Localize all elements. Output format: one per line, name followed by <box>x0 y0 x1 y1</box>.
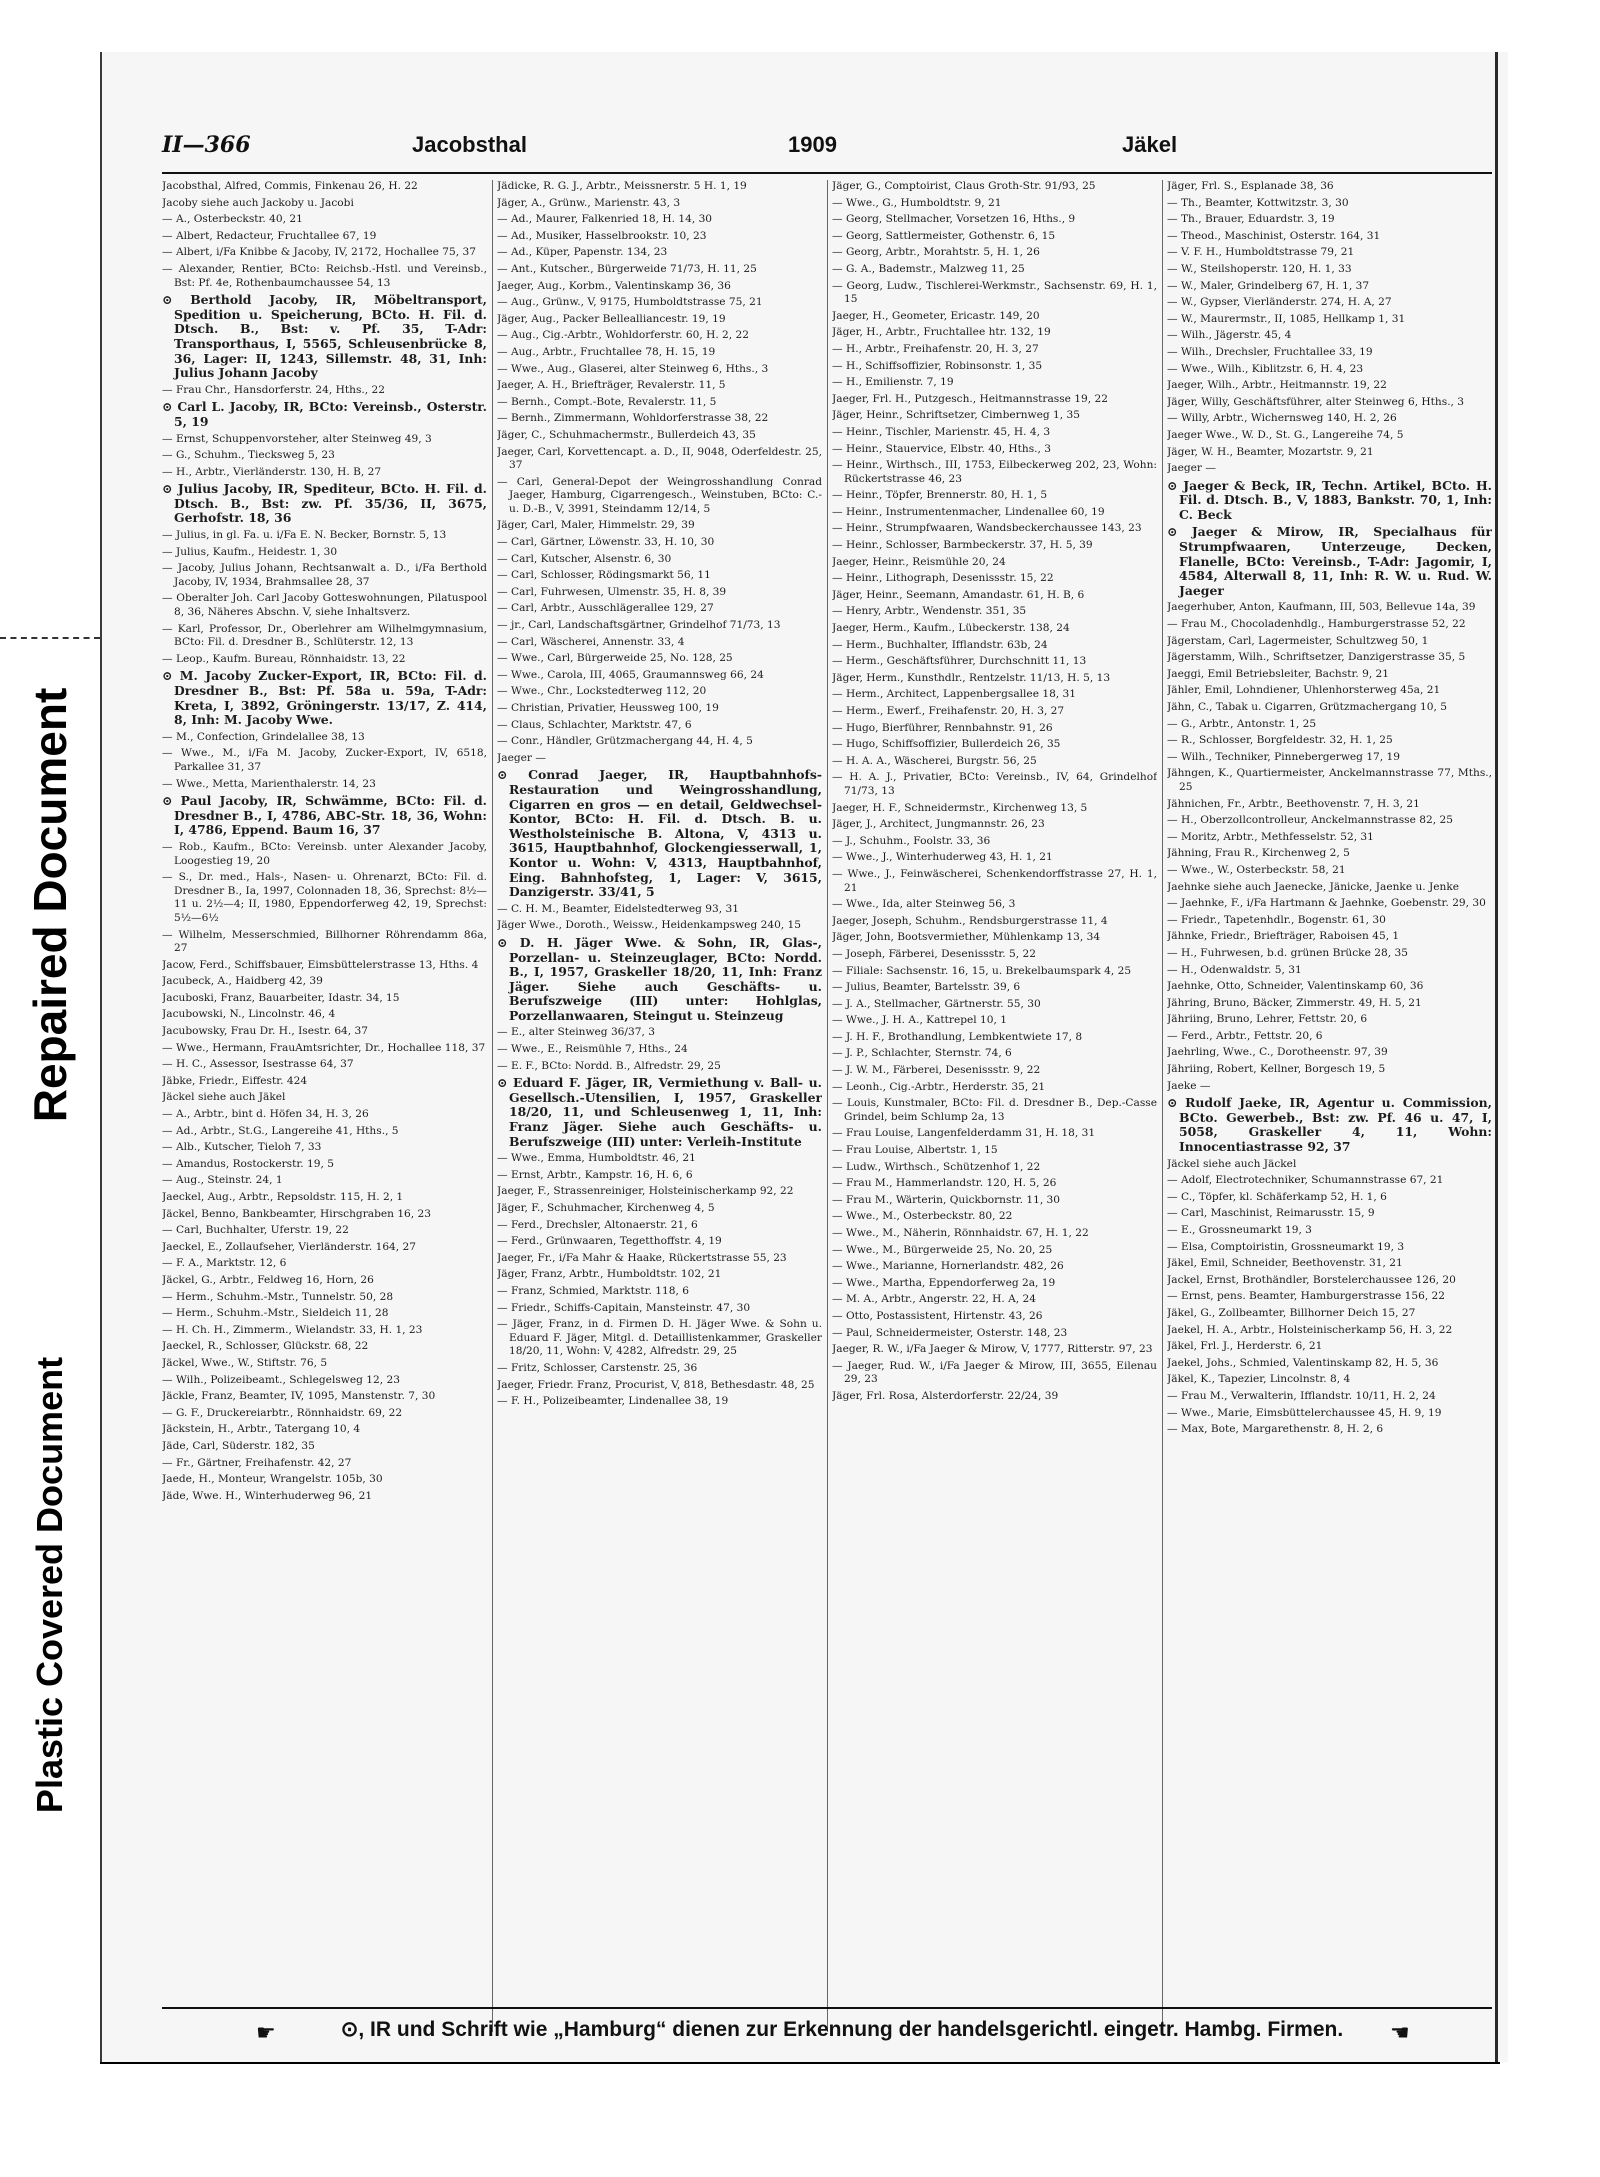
directory-entry: Jaeger, Fr., i/Fa Mahr & Haake, Rückertstrasse 55, 23 <box>497 1251 787 1264</box>
directory-entry: — Frau Louise, Langenfelderdamm 31, H. 18, 31 <box>832 1127 1096 1140</box>
directory-entry: ⊙ Berthold Jacoby, IR, Möbeltransport, Spedition u. Speicherung, BCto. H. Fil. d. Dtsch. B., Bst: v. Pf. 35, T-Adr: Transporthaus, I, 5565, Schleusenbrücke 8, 36, Lager: II, 1243, Sillemstr. 48, 31, Inh: Julius Johann Jacoby <box>162 292 487 381</box>
directory-entry: — J. H. F., Brothandlung, Lembkentwiete 17, 8 <box>832 1030 1083 1043</box>
column-divider <box>492 180 493 2032</box>
directory-entry: — M. A., Arbtr., Angerstr. 22, H. A, 24 <box>832 1293 1037 1306</box>
directory-entry: — G., Schuhm., Tiecksweg 5, 23 <box>162 449 335 462</box>
directory-entry: Jaeger Wwe., W. D., St. G., Langereihe 74, 5 <box>1167 428 1404 441</box>
header-left-word: Jacobsthal <box>412 132 527 157</box>
directory-entry: Jäckel siehe auch Jäkel <box>162 1091 286 1104</box>
directory-entry: — Heinr., Instrumentenmacher, Lindenallee 60, 19 <box>832 505 1105 518</box>
directory-entry: — Carl, Arbtr., Ausschlägerallee 129, 27 <box>497 602 714 615</box>
directory-entry: — Heinr., Wirthsch., III, 1753, Eilbeckerweg 202, 23, Wohn: Rückertstrasse 46, 23 <box>832 459 1157 485</box>
directory-entry: — Christian, Privatier, Heussweg 100, 19 <box>497 702 719 714</box>
directory-entry: — Wwe., Metta, Marienthalerstr. 14, 23 <box>162 777 376 790</box>
directory-entry: Jähnichen, Fr., Arbtr., Beethovenstr. 7, H. 3, 21 <box>1167 797 1420 810</box>
directory-entry: — Herm., Schuhm.-Mstr., Tunnelstr. 50, 28 <box>162 1290 394 1303</box>
directory-entry: — Henry, Arbtr., Wendenstr. 351, 35 <box>832 605 1027 618</box>
directory-entry: Jäkel, G., Zollbeamter, Billhorner Deich 15, 27 <box>1167 1306 1416 1319</box>
directory-entry: — Wwe., Ida, alter Steinweg 56, 3 <box>832 898 1016 911</box>
directory-entry: — Th., Beamter, Kottwitzstr. 3, 30 <box>1167 196 1349 209</box>
directory-entry: ⊙ Jaeger & Mirow, IR, Specialhaus für Strumpfwaaren, Unterzeuge, Decken, Flanelle, BCto: Vereinsb., T-Adr: Jagomir, I, 4584, Alterwall 8, 11, Inh: R. W. u. Rud. W. Jaeger <box>1167 524 1492 598</box>
directory-entry: — C. H. M., Beamter, Eidelstedterweg 93, 31 <box>497 902 740 915</box>
directory-entry: Jacubeck, A., Haidberg 42, 39 <box>162 975 323 988</box>
directory-entry: — F. H., Polizeibeamter, Lindenallee 38, 19 <box>497 1395 729 1408</box>
directory-entry: Jaeger — <box>1167 462 1216 475</box>
directory-entry: Jähning, Frau R., Kirchenweg 2, 5 <box>1167 847 1350 860</box>
directory-entry: — Wwe., M., Osterbeckstr. 80, 22 <box>832 1210 1013 1223</box>
directory-entry: — Wwe., J., Feinwäscherei, Schenkendorffstrasse 27, H. 1, 21 <box>832 867 1157 894</box>
directory-entry: Jaeger, Frl. H., Putzgesch., Heitmannstrasse 19, 22 <box>832 392 1108 405</box>
directory-entry: — Julius, in gl. Fa. u. i/Fa E. N. Becker, Bornstr. 5, 13 <box>162 529 447 542</box>
directory-entry: — W., Steilshoperstr. 120, H. 1, 33 <box>1167 262 1352 275</box>
plastic-label: Plastic Covered Document <box>29 1356 70 1814</box>
directory-entry: — Wwe., G., Humboldtstr. 9, 21 <box>832 196 1002 209</box>
directory-entry: — J. W. M., Färberei, Desenissstr. 9, 22 <box>832 1064 1041 1077</box>
directory-entry: — Wwe., Wilh., Kiblitzstr. 6, H. 4, 23 <box>1167 362 1364 375</box>
scan-edge <box>100 2062 1500 2064</box>
directory-entry: Jaeger, Wilh., Arbtr., Heitmannstr. 19, 22 <box>1167 379 1387 392</box>
directory-entry: — J., Schuhm., Foolstr. 33, 36 <box>832 834 991 847</box>
directory-entry: — Wwe., Emma, Humboldtstr. 46, 21 <box>497 1152 696 1165</box>
directory-entry: Jaeger, R. W., i/Fa Jaeger & Mirow, V, 1777, Ritterstr. 97, 23 <box>832 1343 1153 1356</box>
directory-entry: — Friedr., Schiffs-Capitain, Mansteinstr. 47, 30 <box>497 1301 751 1314</box>
directory-entry: ⊙ Carl L. Jacoby, IR, BCto: Vereinsb., Osterstr. 5, 19 <box>162 399 487 429</box>
directory-entry: — Heinr., Stauervice, Elbstr. 40, Hths., 3 <box>832 442 1052 455</box>
directory-entry: Jäger, Franz, Arbtr., Humboldtstr. 102, 21 <box>497 1268 722 1281</box>
directory-entry: — Ernst, Arbtr., Kampstr. 16, H. 6, 6 <box>497 1168 693 1181</box>
directory-entry: Jacuboski, Franz, Bauarbeiter, Idastr. 34, 15 <box>162 991 400 1004</box>
directory-entry: — Leop., Kaufm. Bureau, Rönnhaidstr. 13, 22 <box>162 652 406 665</box>
directory-entry: Jäger, John, Bootsvermiether, Mühlenkamp 13, 34 <box>832 931 1101 944</box>
directory-entry: — A., Osterbeckstr. 40, 21 <box>162 213 303 226</box>
directory-entry: Jäger, J., Architect, Jungmannstr. 26, 23 <box>832 818 1045 831</box>
directory-entry: — H. Ch. H., Zimmerm., Wielandstr. 33, H. 1, 23 <box>162 1323 423 1336</box>
cut-line <box>0 637 100 639</box>
directory-entry: Jackel, Ernst, Brothändler, Borstelerchaussee 126, 20 <box>1167 1273 1456 1286</box>
directory-entry: Jaeger, A. H., Briefträger, Revalerstr. 11, 5 <box>497 379 726 392</box>
directory-entry: — Karl, Professor, Dr., Oberlehrer am Wilhelmgymnasium, BCto: Fil. d. Dresdner B., Schlüterstr. 12, 13 <box>162 622 487 649</box>
directory-entry: Jäkel, Emil, Schneider, Beethovenstr. 31, 21 <box>1167 1257 1403 1270</box>
directory-entry: — Herm., Architect, Lappenbergsallee 18, 31 <box>832 688 1077 701</box>
directory-entry: — Georg, Sattlermeister, Gothenstr. 6, 15 <box>832 229 1056 242</box>
directory-entry: — Theod., Maschinist, Osterstr. 164, 31 <box>1167 229 1381 242</box>
column-4 <box>1167 180 1492 2032</box>
directory-entry: ⊙ Rudolf Jaeke, IR, Agentur u. Commission, BCto. Gewerbeb., Bst: zw. Pf. 46 u. 47, I, 5058, Graskeller 4, 11, Wohn: Innocentiastrasse 92, 37 <box>1167 1095 1492 1155</box>
directory-entry: Jäger, Heinr., Seemann, Amandastr. 61, H. B, 6 <box>832 588 1085 601</box>
directory-entry: — H., Arbtr., Freihafenstr. 20, H. 3, 27 <box>832 342 1039 355</box>
directory-entry: — Ad., Musiker, Hasselbrookstr. 10, 23 <box>497 229 707 242</box>
directory-entry: Jäbke, Friedr., Eiffestr. 424 <box>162 1074 308 1087</box>
directory-entry: — Wilh., Jägerstr. 45, 4 <box>1167 329 1292 342</box>
directory-entry: — Carl, Kutscher, Alsenstr. 6, 30 <box>497 552 672 565</box>
directory-entry: — E., alter Steinweg 36/37, 3 <box>497 1026 655 1039</box>
directory-entry: Jäckle, Franz, Beamter, IV, 1095, Manstenstr. 7, 30 <box>162 1390 436 1403</box>
directory-entry: Jähnke, Friedr., Briefträger, Raboisen 45, 1 <box>1167 930 1400 943</box>
directory-entry: — Filiale: Sachsenstr. 16, 15, u. Brekelbaumspark 4, 25 <box>832 964 1132 977</box>
directory-entry: Jäger, Frl. Rosa, Alsterdorferstr. 22/24, 39 <box>832 1389 1059 1402</box>
directory-entry: — Th., Brauer, Eduardstr. 3, 19 <box>1167 213 1335 226</box>
directory-entry: — V. F. H., Humboldtstrasse 79, 21 <box>1167 246 1355 259</box>
directory-entry: — Carl, Buchhalter, Uferstr. 19, 22 <box>162 1224 349 1237</box>
directory-entry: — Joseph, Färberei, Desenissstr. 5, 22 <box>832 947 1036 960</box>
directory-entry: — Wwe., Marie, Eimsbüttelerchaussee 45, H. 9, 19 <box>1167 1406 1442 1419</box>
column-divider <box>1162 180 1163 2032</box>
directory-entry: — Jäger, Franz, in d. Firmen D. H. Jäger Wwe. & Sohn u. Eduard F. Jäger, Mitgl. d. Detaillistenkammer, Graskeller 18/20, 11, Wohn: V, 4282, Alfredstr. 29, 25 <box>497 1318 822 1358</box>
directory-entry: — Otto, Postassistent, Hirtenstr. 43, 26 <box>832 1309 1043 1322</box>
directory-entry: — G., Arbtr., Antonstr. 1, 25 <box>1167 717 1317 730</box>
directory-entry: — H., Fuhrwesen, b.d. grünen Brücke 28, 35 <box>1167 946 1408 959</box>
directory-entry: — Hugo, Schiffsoffizier, Bullerdeich 26, 35 <box>832 738 1061 751</box>
directory-entry: Jäger Wwe., Doroth., Weissw., Heidenkampsweg 240, 15 <box>497 919 802 932</box>
directory-entry: — Frau Chr., Hansdorferstr. 24, Hths., 22 <box>162 383 385 396</box>
directory-entry: — Wilhelm, Messerschmied, Billhorner Röhrendamm 86a, 27 <box>162 928 487 955</box>
directory-entry: Jaeckel, R., Schlosser, Glückstr. 68, 22 <box>162 1340 369 1353</box>
directory-entry: ⊙ Conrad Jaeger, IR, Hauptbahnhofs-Restauration und Weingrosshandlung, Cigarren en gros — en detail, Geldwechsel-Kontor, BCto: H. Fil. d. Dtsch. B. u. Westholsteinische B. Altona, V, 4313 u. 3615, Hauptbahnhof, Glockengiesserwall, 1, Kontor u. Wohn: V, 4313, Hauptbahnhof, Eing. Bahnhofsteg, 1, Lager: V, 3615, Danzigerstr. 33/41, 5 <box>497 767 822 900</box>
directory-entry: — W., Gypser, Vierländerstr. 274, H. A, 27 <box>1167 296 1392 309</box>
directory-entry: Jäckel, G., Arbtr., Feldweg 16, Horn, 26 <box>162 1273 374 1286</box>
directory-entry: — Wilh., Polizeibeamt., Schlegelsweg 12, 23 <box>162 1373 400 1386</box>
directory-entry: — H., Emilienstr. 7, 19 <box>832 376 954 389</box>
directory-entry: — Herm., Ewerf., Freihafenstr. 20, H. 3, 27 <box>832 705 1065 717</box>
directory-entry: ⊙ Julius Jacoby, IR, Spediteur, BCto. H. Fil. d. Dtsch. B., Bst: zw. Pf. 35/36, II, 3675, Gerhofstr. 18, 36 <box>162 481 487 526</box>
directory-entry: — Ad., Küper, Papenstr. 134, 23 <box>497 246 668 259</box>
directory-entry: — H. A. A., Wäscherei, Burgstr. 56, 25 <box>832 754 1037 767</box>
directory-entry: Jaegerhuber, Anton, Kaufmann, III, 503, Bellevue 14a, 39 <box>1167 601 1476 614</box>
directory-entry: — Wwe., Carl, Bürgerweide 25, No. 128, 25 <box>497 652 733 665</box>
directory-entry: — H., Oberzollcontrolleur, Anckelmannstrasse 82, 25 <box>1167 814 1453 827</box>
directory-entry: Jäkel, K., Tapezier, Lincolnstr. 8, 4 <box>1167 1373 1351 1386</box>
directory-entry: Jaeke — <box>1167 1079 1211 1092</box>
directory-entry: Jäger, W. H., Beamter, Mozartstr. 9, 21 <box>1167 445 1374 458</box>
side-strip <box>0 0 100 2177</box>
directory-entry: Jaeger, H., Geometer, Ericastr. 149, 20 <box>832 309 1040 322</box>
directory-entry: ⊙ M. Jacoby Zucker-Export, IR, BCto: Fil. d. Dresdner B., Bst: Pf. 58a u. 59a, T-Adr: Kreta, I, 3892, Gröningerstr. 13/17, Z. 414, 8, Inh: M. Jacoby Wwe. <box>162 668 487 728</box>
directory-entry: — Wwe., M., Näherin, Rönnhaidstr. 67, H. 1, 22 <box>832 1227 1089 1239</box>
directory-entry: — Carl, Fuhrwesen, Ulmenstr. 35, H. 8, 39 <box>497 585 727 598</box>
directory-entry: — Herm., Geschäftsführer, Durchschnitt 11, 13 <box>832 655 1087 668</box>
directory-entry: — Adolf, Electrotechniker, Schumannstrasse 67, 21 <box>1167 1174 1444 1187</box>
page-header <box>162 132 1492 172</box>
directory-entry: Jaeggi, Emil Betriebsleiter, Bachstr. 9, 21 <box>1167 667 1390 680</box>
directory-entry: — Claus, Schlachter, Marktstr. 47, 6 <box>497 718 692 731</box>
column-3 <box>832 180 1157 2032</box>
directory-entry: — Franz, Schmied, Marktstr. 118, 6 <box>497 1284 689 1297</box>
directory-entry: — Carl, Maschinist, Reimarusstr. 15, 9 <box>1167 1207 1375 1220</box>
directory-entry: — Alexander, Rentier, BCto: Reichsb.-Hstl. und Vereinsb., Bst: Pf. 4e, Rothenbaumchaussee 54, 13 <box>162 262 487 289</box>
directory-entry: — Wwe., W., Osterbeckstr. 58, 21 <box>1167 863 1346 876</box>
directory-entry: — Wwe., Hermann, FrauAmtsrichter, Dr., Hochallee 118, 37 <box>162 1041 486 1054</box>
directory-entry: — Paul, Schneidermeister, Osterstr. 148, 23 <box>832 1326 1068 1339</box>
directory-entry: — Carl, Schlosser, Rödingsmarkt 56, 11 <box>497 569 711 582</box>
directory-entry: — Frau M., Verwalterin, Ifflandstr. 10/11, H. 2, 24 <box>1167 1389 1436 1402</box>
directory-entry: Jähler, Emil, Lohndiener, Uhlenhorsterweg 45a, 21 <box>1167 684 1441 697</box>
directory-entry: — Ant., Kutscher., Bürgerweide 71/73, H. 11, 25 <box>497 262 757 275</box>
directory-entry: — Wwe., Marianne, Hornerlandstr. 482, 26 <box>832 1260 1064 1273</box>
directory-entry: — C., Töpfer, kl. Schäferkamp 52, H. 1, 6 <box>1167 1190 1387 1203</box>
directory-entry: — Wwe., Martha, Eppendorferweg 2a, 19 <box>832 1276 1056 1289</box>
directory-entry: ⊙ D. H. Jäger Wwe. & Sohn, IR, Glas-, Porzellan- u. Steinzeuglager, BCto: Nordd. B., I, 1957, Graskeller 18/20, 11, Inh: Franz Jäger. Siehe auch Geschäfts- u. Berufszweige (III) unter: Hohlglas, Porzellanwaaren, Steingut u. Steinzeug <box>497 934 822 1023</box>
directory-entry: — E., Grossneumarkt 19, 3 <box>1167 1224 1312 1236</box>
directory-entry: — Carl, General-Depot der Weingrosshandlung Conrad Jaeger, Hamburg, Cigarrengesch., Weinstuben, BCto: C.- u. D.-B., V, 3991, Steindamm 12/14, 5 <box>497 475 822 515</box>
directory-entry: — Amandus, Rostockerstr. 19, 5 <box>162 1157 334 1170</box>
directory-entry: Jäckstein, H., Arbtr., Tatergang 10, 4 <box>162 1423 361 1436</box>
directory-entry: Jäde, Carl, Süderstr. 182, 35 <box>162 1439 315 1452</box>
directory-entry: Jäger, G., Comptoirist, Claus Groth-Str. 91/93, 25 <box>832 180 1096 192</box>
directory-entry: — F. A., Marktstr. 12, 6 <box>162 1257 287 1270</box>
directory-entry: — H., Schiffsoffizier, Robinsonstr. 1, 35 <box>832 359 1043 372</box>
directory-entry: Jaekel, Johs., Schmied, Valentinskamp 82, H. 5, 36 <box>1167 1356 1439 1369</box>
directory-entry: — Wilh., Techniker, Pinnebergerweg 17, 19 <box>1167 750 1401 763</box>
directory-columns <box>162 180 1492 2032</box>
directory-entry: ⊙ Paul Jacoby, IR, Schwämme, BCto: Fil. d. Dresdner B., I, 4786, ABC-Str. 18, 36, Wohn: I, 4786, Eppend. Baum 16, 37 <box>162 793 487 838</box>
page-edge <box>1495 52 1498 2062</box>
directory-entry: Jähngen, K., Quartiermeister, Anckelmannstrasse 77, Mths., 25 <box>1167 767 1492 793</box>
directory-entry: — Herm., Buchhalter, Ifflandstr. 63b, 24 <box>832 638 1048 651</box>
directory-entry: — S., Dr. med., Hals-, Nasen- u. Ohrenarzt, BCto: Fil. d. Dresdner B., Ia, 1997, Colonnaden 18, 36, Sprechst: 8½—11 u. 2½—4; II, 1980, Eppendorferweg 42, 19, Sprechst: 5½—6½ <box>162 871 487 924</box>
directory-entry: — W., Maler, Grindelberg 67, H. 1, 37 <box>1167 279 1370 292</box>
directory-entry: Jäckel, Benno, Bankbeamter, Hirschgraben 16, 23 <box>162 1207 432 1220</box>
directory-entry: — Ernst, Schuppenvorsteher, alter Steinweg 49, 3 <box>162 432 432 445</box>
directory-entry: — Herm., Schuhm.-Mstr., Sieldeich 11, 28 <box>162 1307 389 1320</box>
directory-entry: — Heinr., Schlosser, Barmbeckerstr. 37, H. 5, 39 <box>832 539 1093 552</box>
directory-entry: Jäckel, Wwe., W., Stiftstr. 76, 5 <box>162 1356 328 1369</box>
directory-entry: — M., Confection, Grindelallee 38, 13 <box>162 730 365 743</box>
directory-entry: — Albert, Redacteur, Fruchtallee 67, 19 <box>162 229 377 242</box>
column-divider <box>827 180 828 2032</box>
directory-entry: Jäger, Herm., Kunsthdlr., Rentzelstr. 11/13, H. 5, 13 <box>832 671 1111 684</box>
directory-entry: Jäkel, Frl. J., Herderstr. 6, 21 <box>1167 1340 1323 1353</box>
directory-entry: — Wwe., M., i/Fa M. Jacoby, Zucker-Export, IV, 6518, Parkallee 31, 37 <box>162 747 487 773</box>
directory-entry: — Elsa, Comptoiristin, Grossneumarkt 19, 3 <box>1167 1240 1405 1253</box>
directory-entry: Jäger, A., Grünw., Marienstr. 43, 3 <box>497 196 681 209</box>
directory-entry: Jaeger, H. F., Schneidermstr., Kirchenweg 13, 5 <box>832 801 1088 814</box>
directory-entry: Jäger, H., Arbtr., Fruchtallee htr. 132, 19 <box>832 326 1051 339</box>
directory-entry: — Louis, Kunstmaler, BCto: Fil. d. Dresdner B., Dep.-Casse Grindel, beim Schlump 2a, 13 <box>832 1097 1157 1123</box>
directory-entry: — Aug., Grünw., V, 9175, Humboldtstrasse 75, 21 <box>497 296 763 309</box>
directory-entry: — Georg, Stellmacher, Vorsetzen 16, Hths., 9 <box>832 213 1076 226</box>
directory-entry: Jaeger, Aug., Korbm., Valentinskamp 36, 36 <box>497 279 731 292</box>
directory-entry: Jähring, Bruno, Bäcker, Zimmerstr. 49, H. 5, 21 <box>1167 996 1422 1009</box>
directory-entry: — Frau Louise, Albertstr. 1, 15 <box>832 1144 998 1157</box>
directory-entry: — Frau M., Hammerlandstr. 120, H. 5, 26 <box>832 1177 1057 1190</box>
directory-entry: — Wwe., M., Bürgerweide 25, No. 20, 25 <box>832 1243 1053 1256</box>
directory-entry: — Ludw., Wirthsch., Schützenhof 1, 22 <box>832 1160 1041 1173</box>
directory-entry: — Carl, Wäscherei, Annenstr. 33, 4 <box>497 635 685 648</box>
header-rule <box>162 172 1492 174</box>
directory-entry: — Ferd., Grünwaaren, Tegetthoffstr. 4, 19 <box>497 1235 722 1248</box>
directory-entry: — Wilh., Drechsler, Fruchtallee 33, 19 <box>1167 345 1373 358</box>
directory-entry: — Wwe., J., Winterhuderweg 43, H. 1, 21 <box>832 851 1053 864</box>
directory-entry: — Julius, Kaufm., Heidestr. 1, 30 <box>162 545 338 558</box>
directory-entry: — Ad., Arbtr., St.G., Langereihe 41, Hths., 5 <box>162 1124 399 1137</box>
directory-entry: — Rob., Kaufm., BCto: Vereinsb. unter Alexander Jacoby, Loogestieg 19, 20 <box>162 840 487 867</box>
directory-entry: — Heinr., Lithograph, Desenissstr. 15, 22 <box>832 572 1054 585</box>
directory-entry: Jägerstam, Carl, Lagermeister, Schultzweg 50, 1 <box>1167 634 1429 647</box>
directory-entry: — Hugo, Bierführer, Rennbahnstr. 91, 26 <box>832 721 1053 734</box>
directory-entry: — Carl, Gärtner, Löwenstr. 33, H. 10, 30 <box>497 536 715 549</box>
directory-entry: Jäger, C., Schuhmachermstr., Bullerdeich 43, 35 <box>497 428 756 441</box>
directory-entry: Jaeger, Herm., Kaufm., Lübeckerstr. 138, 24 <box>832 622 1070 635</box>
directory-entry: — J. A., Stellmacher, Gärtnerstr. 55, 30 <box>832 997 1041 1010</box>
directory-entry: — Friedr., Tapetenhdlr., Bogenstr. 61, 30 <box>1167 913 1386 926</box>
directory-entry: — jr., Carl, Landschaftsgärtner, Grindelhof 71/73, 13 <box>497 619 781 632</box>
directory-entry: — Wwe., E., Reismühle 7, Hths., 24 <box>497 1043 688 1056</box>
directory-entry: Jädicke, R. G. J., Arbtr., Meissnerstr. 5 H. 1, 19 <box>497 180 747 192</box>
directory-entry: — R., Schlosser, Borgfeldestr. 32, H. 1, 25 <box>1167 734 1393 747</box>
directory-entry: Jaeger, Joseph, Schuhm., Rendsburgerstrasse 11, 4 <box>832 914 1108 927</box>
directory-entry: — Aug., Cig.-Arbtr., Wohldorferstr. 60, H. 2, 22 <box>497 329 750 342</box>
page-number: II—366 <box>162 132 251 158</box>
directory-entry: Jaede, H., Monteur, Wrangelstr. 105b, 30 <box>162 1473 383 1486</box>
directory-entry: — Leonh., Cig.-Arbtr., Herderstr. 35, 21 <box>832 1080 1046 1093</box>
column-1 <box>162 180 487 2032</box>
directory-entry: Jäger, Heinr., Schriftsetzer, Cimbernweg 1, 35 <box>832 409 1080 422</box>
footer-rule <box>162 2007 1492 2009</box>
directory-entry: Jäde, Wwe. H., Winterhuderweg 96, 21 <box>162 1489 373 1502</box>
directory-entry: Jaeckel, Aug., Arbtr., Repsoldstr. 115, H. 2, 1 <box>162 1191 404 1203</box>
directory-entry: — Heinr., Tischler, Marienstr. 45, H. 4, 3 <box>832 425 1051 438</box>
repaired-label: Repaired Document <box>24 687 76 1123</box>
directory-entry: — H., Arbtr., Vierländerstr. 130, H. B, 27 <box>162 465 382 478</box>
directory-entry: Jäger, Willy, Geschäftsführer, alter Steinweg 6, Hths., 3 <box>1167 395 1465 408</box>
directory-entry: Jaehrling, Wwe., C., Dorotheenstr. 97, 39 <box>1167 1046 1388 1059</box>
directory-entry: — G. A., Bademstr., Malzweg 11, 25 <box>832 262 1025 275</box>
directory-entry: Jaehnke siehe auch Jaenecke, Jänicke, Jaenke u. Jenke <box>1167 880 1460 893</box>
directory-entry: — Ferd., Drechsler, Altonaerstr. 21, 6 <box>497 1218 698 1231</box>
directory-entry: Jaeger — <box>497 751 546 764</box>
directory-entry: — W., Maurermstr., II, 1085, Hellkamp 1, 31 <box>1167 312 1406 325</box>
directory-entry: — Wwe., J. H. A., Kattrepel 10, 1 <box>832 1014 1008 1027</box>
directory-entry: — Oberalter Joh. Carl Jacoby Gotteswohnungen, Pilatuspool 8, 36, Näheres Abschn. V, siehe Inhaltsverz. <box>162 592 487 619</box>
header-right-word: Jäkel <box>1122 132 1178 157</box>
directory-entry: — Wwe., Chr., Lockstedterweg 112, 20 <box>497 685 707 698</box>
directory-entry: — Wwe., Carola, III, 4065, Graumannsweg 66, 24 <box>497 668 764 681</box>
directory-entry: Jäger, Carl, Maler, Himmelstr. 29, 39 <box>497 519 695 532</box>
pointing-hand-icon: ☛ <box>256 2021 276 2046</box>
directory-entry: — Georg, Ludw., Tischlerei-Werkmstr., Sachsenstr. 69, H. 1, 15 <box>832 279 1157 306</box>
document-page <box>100 52 1508 2062</box>
directory-entry: — Fr., Gärtner, Freihafenstr. 42, 27 <box>162 1456 352 1469</box>
directory-entry: Jäger, F., Schuhmacher, Kirchenweg 4, 5 <box>497 1202 715 1214</box>
directory-entry: Jacow, Ferd., Schiffsbauer, Eimsbüttelerstrasse 13, Hths. 4 <box>162 958 479 971</box>
directory-entry: Jacubowski, N., Lincolnstr. 46, 4 <box>162 1008 336 1021</box>
directory-entry: Jaeger, F., Strassenreiniger, Holsteinischerkamp 92, 22 <box>497 1185 794 1198</box>
directory-entry: Jähriing, Bruno, Lehrer, Fettstr. 20, 6 <box>1167 1013 1368 1026</box>
directory-entry: Jäckel siehe auch Jäckel <box>1167 1157 1297 1170</box>
column-2 <box>497 180 822 2032</box>
directory-entry: — Max, Bote, Margarethenstr. 8, H. 2, 6 <box>1167 1423 1384 1436</box>
directory-entry: — Frau M., Wärterin, Quickbornstr. 11, 30 <box>832 1193 1061 1206</box>
page-footer <box>162 2017 1492 2049</box>
directory-entry: — Bernh., Zimmermann, Wohldorferstrasse 38, 22 <box>497 412 769 425</box>
directory-entry: — H. A. J., Privatier, BCto: Vereinsb., IV, 64, Grindelhof 71/73, 13 <box>832 771 1157 797</box>
header-year: 1909 <box>788 132 837 157</box>
directory-entry: — Jaeger, Rud. W., i/Fa Jaeger & Mirow, III, 3655, Eilenau 29, 23 <box>832 1359 1157 1386</box>
directory-entry: — Bernh., Compt.-Bote, Revalerstr. 11, 5 <box>497 395 717 408</box>
directory-entry: — Jacoby, Julius Johann, Rechtsanwalt a. D., i/Fa Berthold Jacoby, IV, 1934, Brahmsallee 28, 37 <box>162 562 487 588</box>
directory-entry: Jacoby siehe auch Jackoby u. Jacobi <box>162 196 354 209</box>
directory-entry: Jaeger, Heinr., Reismühle 20, 24 <box>832 555 1006 568</box>
directory-entry: — Frau M., Chocoladenhdlg., Hamburgerstrasse 52, 22 <box>1167 618 1466 631</box>
directory-entry: Jähriing, Robert, Kellner, Borgesch 19, 5 <box>1167 1063 1386 1076</box>
directory-entry: Jäger, Frl. S., Esplanade 38, 36 <box>1167 180 1334 192</box>
directory-entry: — Heinr., Strumpfwaaren, Wandsbeckerchaussee 143, 23 <box>832 522 1142 535</box>
directory-entry: — Georg, Arbtr., Morahtstr. 5, H. 1, 26 <box>832 246 1040 259</box>
directory-entry: Jaeger, Friedr. Franz, Procurist, V, 818, Bethesdastr. 48, 25 <box>497 1378 815 1391</box>
directory-entry: — Aug., Arbtr., Fruchtallee 78, H. 15, 19 <box>497 345 716 358</box>
directory-entry: — Aug., Steinstr. 24, 1 <box>162 1174 283 1187</box>
directory-entry: — Moritz, Arbtr., Methfesselstr. 52, 31 <box>1167 830 1374 843</box>
directory-entry: — Alb., Kutscher, Tieloh 7, 33 <box>162 1141 322 1154</box>
directory-entry: — Albert, i/Fa Knibbe & Jacoby, IV, 2172, Hochallee 75, 37 <box>162 246 476 259</box>
directory-entry: — Ad., Maurer, Falkenried 18, H. 14, 30 <box>497 213 713 226</box>
directory-entry: — A., Arbtr., bint d. Höfen 34, H. 3, 26 <box>162 1108 369 1121</box>
directory-entry: — Fritz, Schlosser, Carstenstr. 25, 36 <box>497 1361 698 1374</box>
directory-entry: ⊙ Jaeger & Beck, IR, Techn. Artikel, BCto. H. Fil. d. Dtsch. B., V, 1883, Bankstr. 70, 1, Inh: C. Beck <box>1167 477 1492 522</box>
directory-entry: Jähn, C., Tabak u. Cigarren, Grützmachergang 10, 5 <box>1167 701 1447 713</box>
directory-entry: Jaekel, H. A., Arbtr., Holsteinischerkamp 56, H. 3, 22 <box>1167 1323 1453 1336</box>
directory-entry: ⊙ Eduard F. Jäger, IR, Vermiethung v. Ball- u. Gesellsch.-Utensilien, I, 1957, Graskeller 18/20, 11, und Schleusenweg 1, 11, Inh: Franz Jäger. Siehe auch Geschäfts- u. Berufszweige (III) unter: Verleih-Institute <box>497 1075 822 1149</box>
directory-entry: — Jaehnke, F., i/Fa Hartmann & Jaehnke, Goebenstr. 29, 30 <box>1167 897 1486 910</box>
directory-entry: Jaeckel, E., Zollaufseher, Vierländerstr. 164, 27 <box>162 1240 417 1253</box>
directory-entry: Jacubowsky, Frau Dr. H., Isestr. 64, 37 <box>162 1025 369 1038</box>
directory-entry: Jaeger, Carl, Korvettencapt. a. D., II, 9048, Oderfeldestr. 25, 37 <box>497 445 822 472</box>
directory-entry: — E. F., BCto: Nordd. B., Alfredstr. 29, 25 <box>497 1059 721 1072</box>
directory-entry: Jäger, Aug., Packer Bellealliancestr. 19, 19 <box>497 312 726 325</box>
directory-entry: — Heinr., Töpfer, Brennerstr. 80, H. 1, 5 <box>832 489 1048 502</box>
directory-entry: — H. C., Assessor, Isestrasse 64, 37 <box>162 1058 354 1071</box>
directory-entry: Jägerstamm, Wilh., Schriftsetzer, Danzigerstrasse 35, 5 <box>1167 651 1466 664</box>
pointing-hand-icon: ☚ <box>1390 2021 1410 2046</box>
directory-entry: — Ernst, pens. Beamter, Hamburgerstrasse 156, 22 <box>1167 1290 1446 1303</box>
directory-entry: — J. P., Schlachter, Sternstr. 74, 6 <box>832 1047 1012 1060</box>
directory-entry: Jacobsthal, Alfred, Commis, Finkenau 26, H. 22 <box>162 180 418 192</box>
directory-entry: — H., Odenwaldstr. 5, 31 <box>1167 963 1302 976</box>
directory-entry: — Willy, Arbtr., Wichernsweg 140, H. 2, 26 <box>1167 412 1397 425</box>
directory-entry: — Ferd., Arbtr., Fettstr. 20, 6 <box>1167 1029 1323 1042</box>
directory-entry: — Conr., Händler, Grützmachergang 44, H. 4, 5 <box>497 735 753 748</box>
directory-entry: Jaehnke, Otto, Schneider, Valentinskamp 60, 36 <box>1167 980 1424 993</box>
directory-entry: — Julius, Beamter, Bartelsstr. 39, 6 <box>832 981 1021 994</box>
footer-note: ⊙, IR und Schrift wie „Hamburg“ dienen zur Erkennung der handelsgerichtl. eingetr. Hambg. Firmen. <box>340 2018 1344 2041</box>
directory-entry: — G. F., Druckereiarbtr., Rönnhaidstr. 69, 22 <box>162 1406 403 1419</box>
directory-entry: — Wwe., Aug., Glaserei, alter Steinweg 6, Hths., 3 <box>497 362 769 375</box>
